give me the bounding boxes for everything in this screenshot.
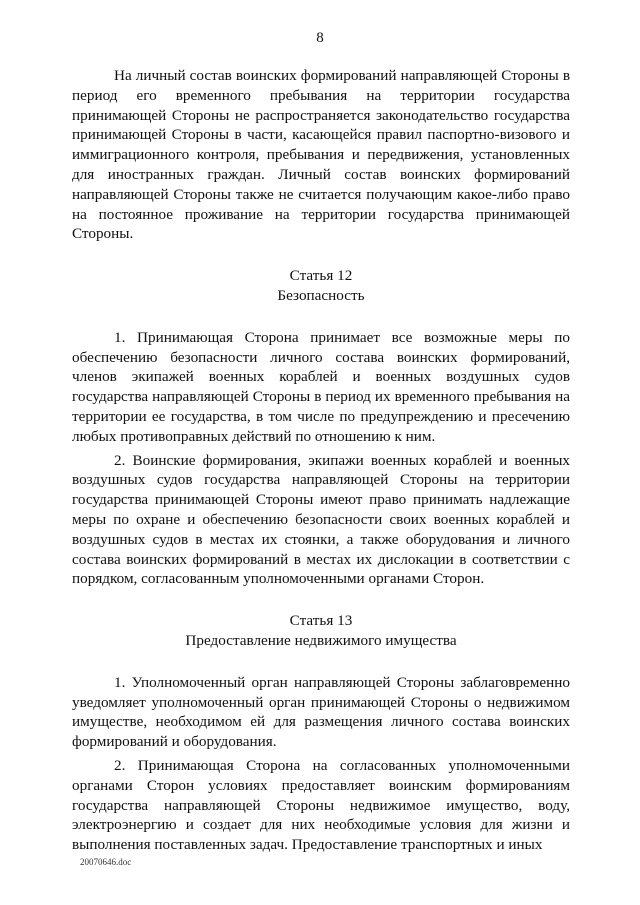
article-13-heading (72, 611, 570, 651)
article-13-number: Статья 13 (289, 612, 353, 630)
page-number: 8 (316, 30, 324, 46)
article-12-paragraph-1: 1. Принимающая Сторона принимает все возможные меры по обеспечению безопасности личного состава воинских формирований, членов экипажей военных кораблей и военных воздушных судов государства направляющей Стороны в период их временного пребывания на территории ее государства, в том числе по предупреждению и пресечению любых противоправных действий по отношению к ним. (72, 328, 570, 445)
article-12-number: Статья 12 (289, 267, 353, 285)
article-12-heading (72, 266, 570, 306)
article-13-paragraph-1: 1. Уполномоченный орган направляющей Стороны заблаговременно уведомляет уполномоченный орган принимающей Стороны о недвижимом имуществе, необходимом ей для размещения личного состава воинских формирований и оборудования. (72, 673, 570, 751)
article-12-title: Безопасность (277, 286, 365, 304)
article-13-paragraph-2: 2. Принимающая Сторона на согласованных уполномоченными органами Сторон условиях предоставляет воинским формированиям государства направляющей Стороны недвижимое имущество, воду, электроэнергию и создает для них необходимые условия для жизни и выполнения поставленных задач. Предоставление транспортных и иных (72, 756, 570, 854)
intro-paragraph: На личный состав воинских формирований направляющей Стороны в период его временного пребывания на территории государства принимающей Стороны не распространяется законодательство государства принимающей Стороны в части, касающейся правил паспортно-визового и иммиграционного контроля, пребывания и передвижения, установленных для иностранных граждан. Личный состав воинских формирований направляющей Стороны также не считается получающим какое-либо право на постоянное проживание на территории государства принимающей Стороны. (72, 67, 570, 243)
document-body (72, 66, 570, 855)
article-12-paragraph-2: 2. Воинские формирования, экипажи военных кораблей и военных воздушных судов государства направляющей Стороны на территории государства принимающей Стороны имеют право принимать надлежащие меры по охране и обеспечению безопасности своих военных кораблей и воздушных судов в местах их стоянки, а также оборудования и личного состава воинских формирований в местах их дислокации в соответствии с порядком, согласованным уполномоченными органами Сторон. (72, 451, 570, 588)
footer-file-code: 20070646.doc (80, 857, 132, 867)
article-13-title: Предоставление недвижимого имущества (185, 631, 457, 649)
